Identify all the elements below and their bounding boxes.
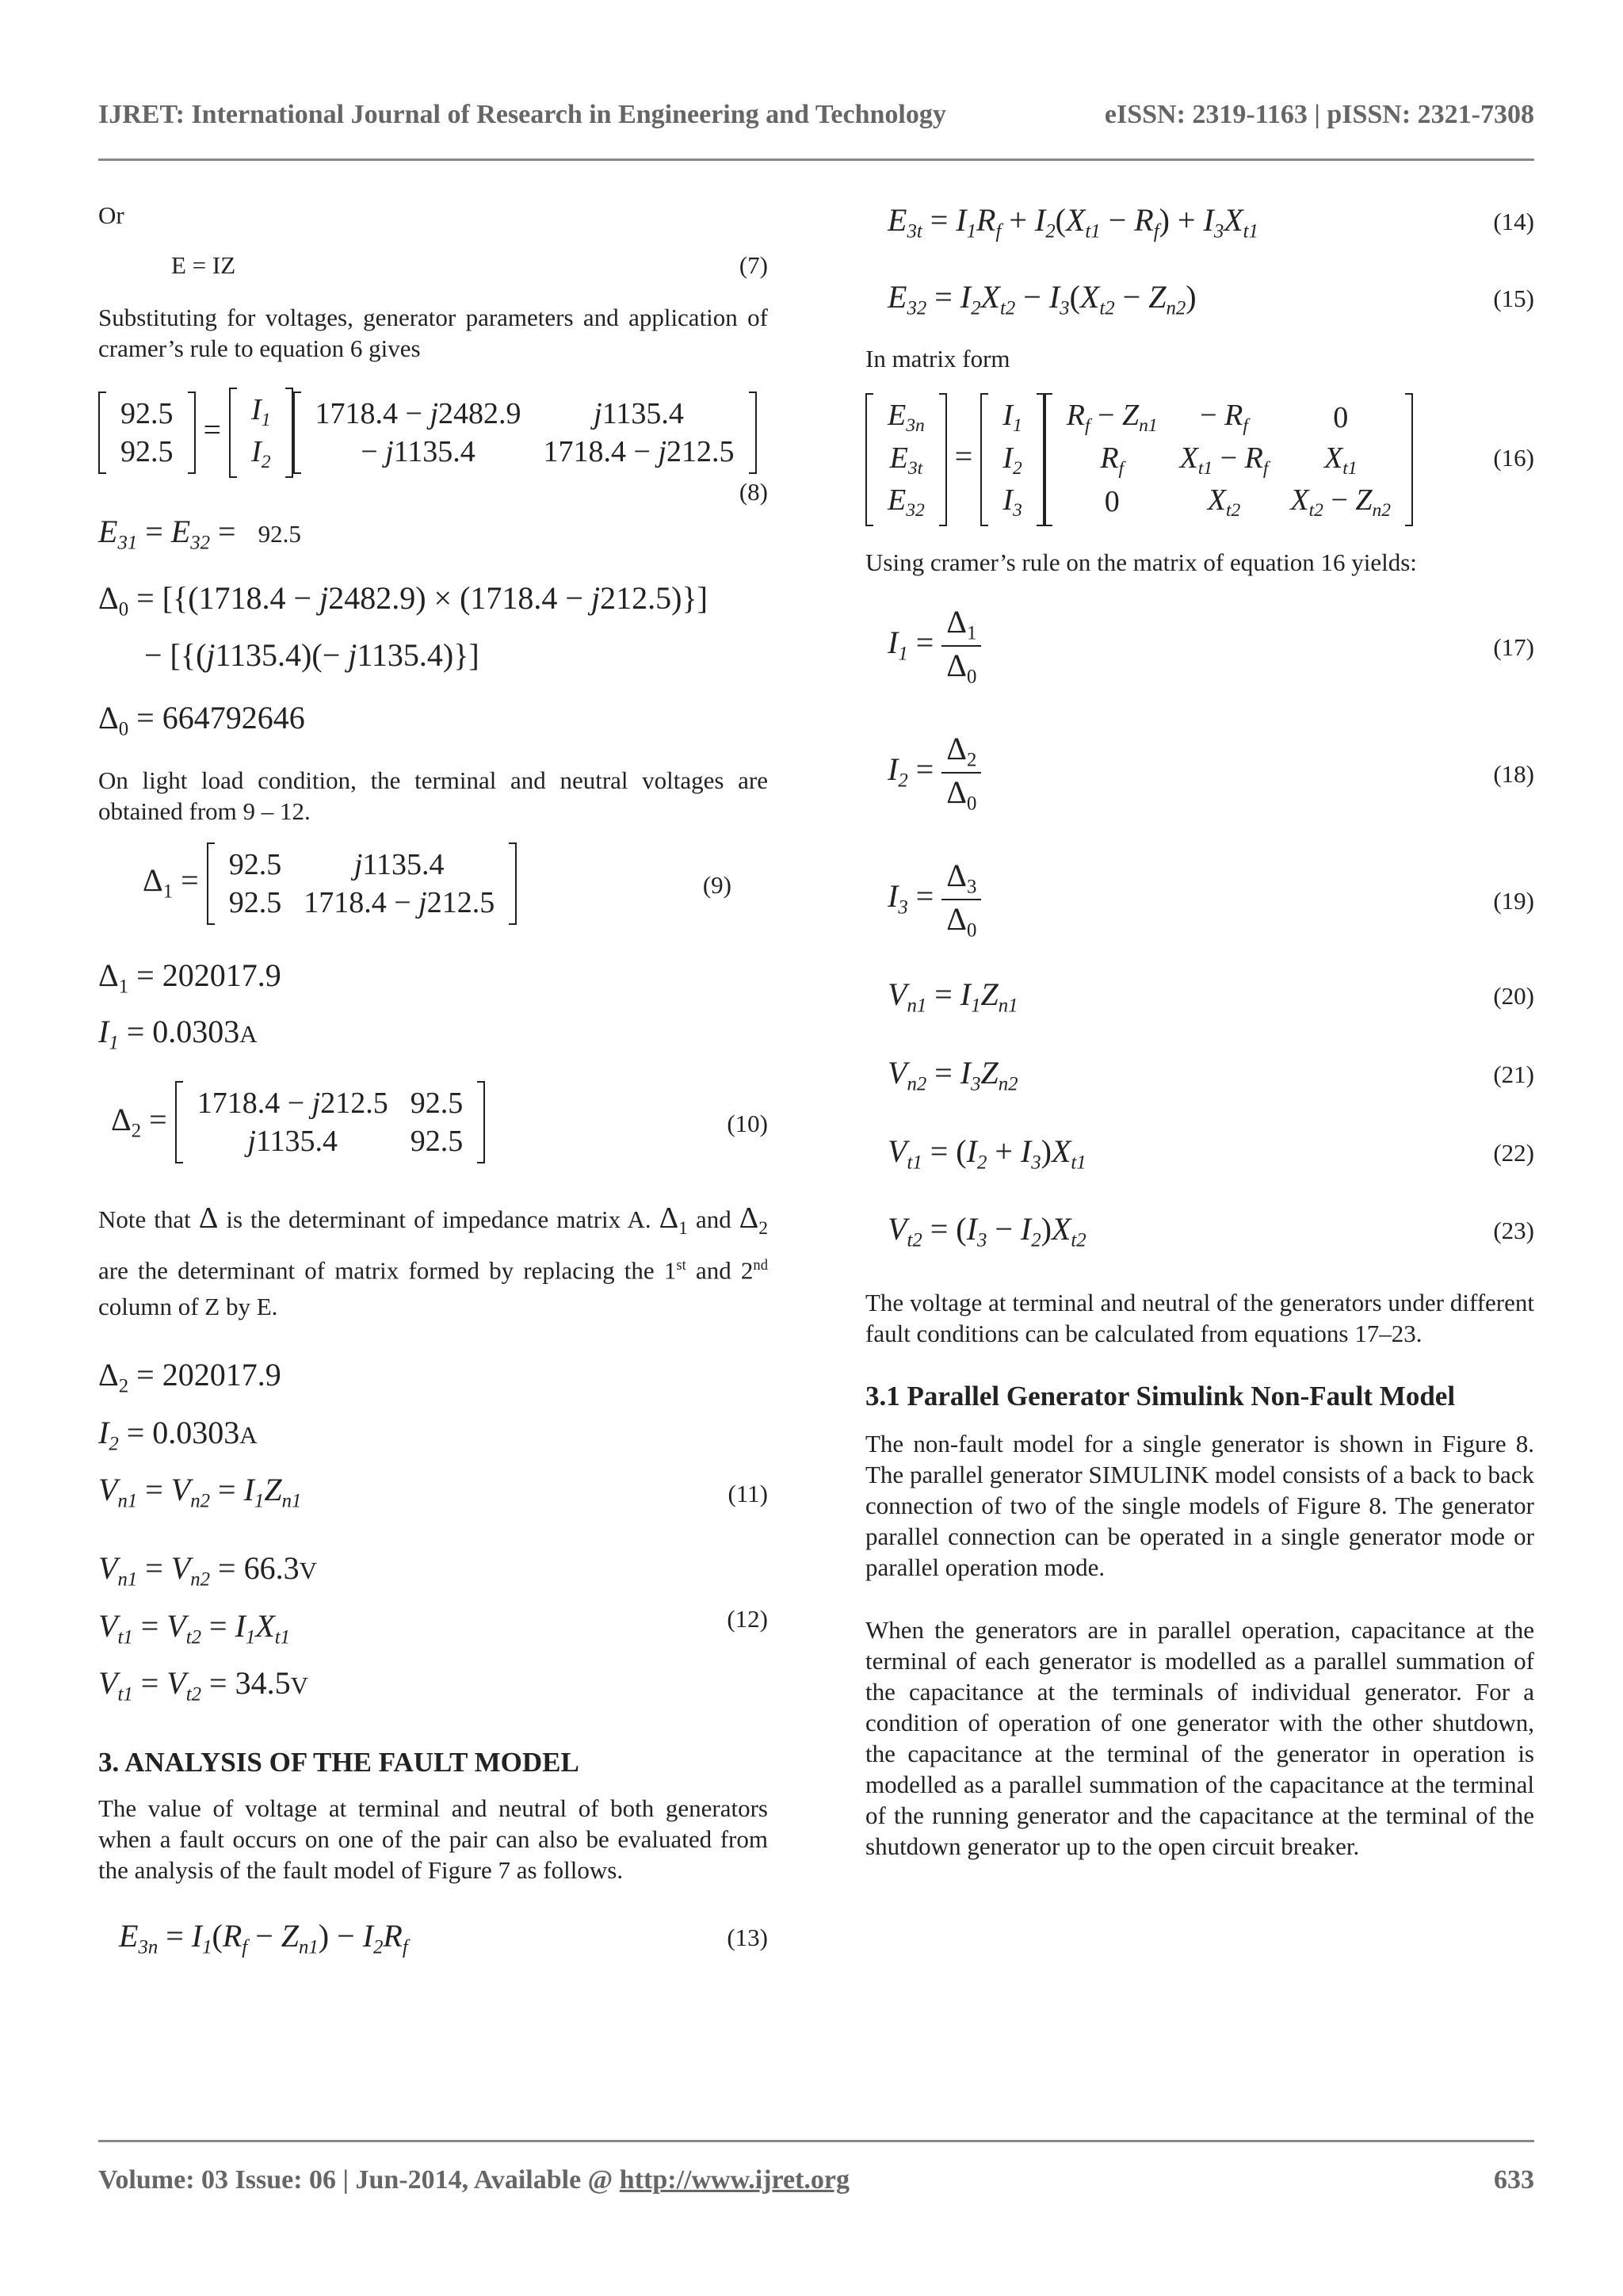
equation-17: $I_1$ = $\frac{\Delta_1}{\Delta_0}$ (17): [888, 604, 1534, 688]
volume-info: Volume: 03 Issue: 06 | Jun-2014, Available @: [98, 2165, 620, 2195]
or-text: Or: [98, 201, 124, 229]
equation-19: $I_3$ = $\frac{\Delta_3}{\Delta_0}$ (19): [888, 858, 1534, 942]
paragraph: The non-fault model for a single generator is shown in Figure 8. The parallel generator SIMULINK model consists of a back to back connection of two of the single models of Figure 8. The generator parallel connection can be operated in a single generator mode or parallel operation mode.: [865, 1430, 1534, 1582]
paragraph: When the generators are in parallel operation, capacitance at the terminal of each generator is modelled as a parallel summation of the capacitance at the terminals of individual generator. For a condition of operation of one generator with the other shutdown, the capacitance at the terminal of the generator in operation is modelled as a parallel summation of the capacitance at the terminal of the running generator and the capacitance at the terminal of the shutdown generator up to the open circuit breaker.: [865, 1616, 1534, 1861]
equation-15: $E_{32} = I_2X_{t2} - I_3(X_{t2} - Z_{n2})$ (15): [888, 278, 1534, 319]
page-footer: [98, 2165, 1534, 2195]
equation-16: $E_{3n}$ $E_{3t}$ $E_{32}$ = $I_1$ $I_2$ $I_3$ $R_f - Z_{n1}$ − $R_f$ 0 $R_f$ $X_{t1} - R_f$ $X_{t1}$ 0 $X_{t2}$ $X_{t2} - Z_{n2}$ (16): [865, 393, 1534, 536]
paragraph: The voltage at terminal and neutral of the generators under different fault conditions can be calculated from equations 17–23.: [865, 1289, 1534, 1348]
equation-10: $\Delta_2$ = 1718.4 − j212.5 92.5 j1135.4 92.5 (10): [98, 1081, 768, 1178]
page-number: 633: [1494, 2165, 1534, 2195]
delta0-expression: $\Delta_0 = [\{(1718.4 - j2482.9) \times (1718.4 - j212.5)\}]$ − [{(j1135.4)(− j1135.4)}]: [98, 579, 708, 674]
equation-7: E = IZ (7): [171, 251, 768, 279]
delta0-value: $\Delta_0 = 664792646$: [98, 700, 305, 741]
equation-22: $V_{t1} = (I_2 + I_3)X_{t1}$ (22): [888, 1133, 1534, 1174]
equation-23: $V_{t2} = (I_3 - I_2)X_{t2}$ (23): [888, 1211, 1534, 1252]
left-column: [98, 190, 768, 1959]
equation-8-number: (8): [739, 478, 768, 506]
section-heading: 3. ANALYSIS OF THE FAULT MODEL: [98, 1746, 579, 1778]
equation-20: $V_{n1} = I_1Z_{n1}$ (20): [888, 976, 1534, 1018]
paragraph: Substituting for voltages, generator parameters and application of cramer’s rule to equation 6 gives: [98, 304, 768, 362]
equation-9: $\Delta_1$ = 92.5 j1135.4 92.5 1718.4 − j212.5 (9): [98, 842, 768, 939]
equation-8: 92.5 92.5 = $I_1$ $I_2$ 1718.4 − j2482.9 j1135.4 − j1135.4 1718.4 − j212.5: [98, 388, 768, 491]
issn-label: eISSN: 2319-1163 | pISSN: 2321-7308: [1104, 100, 1534, 129]
equation-18: $I_2$ = $\frac{\Delta_2}{\Delta_0}$ (18): [888, 731, 1534, 815]
matrix-form-label: In matrix form: [865, 345, 1010, 373]
paragraph: On light load condition, the terminal and neutral voltages are obtained from 9 – 12.: [98, 766, 768, 826]
paragraph: Using cramer’s rule on the matrix of equation 16 yields:: [865, 548, 1417, 577]
equation-21: $V_{n2} = I_3Z_{n2}$ (21): [888, 1055, 1534, 1095]
equation-number: (7): [739, 251, 768, 279]
right-column: [865, 190, 1534, 1862]
delta1-i1-values: $\Delta_1 = 202017.9$ $I_1 = 0.0303A$: [98, 957, 281, 1054]
journal-link[interactable]: http://www.ijret.org: [619, 2165, 850, 2195]
header-rule: [98, 159, 1534, 161]
journal-title: IJRET: International Journal of Research in Engineering and Technology: [98, 100, 946, 129]
e31-equation: $E_{31} = E_{32} = 92.5$: [98, 514, 301, 554]
equation-13: $E_{3n} = I_1(R_f - Z_{n1}) - I_2R_f$ (13): [119, 1917, 768, 1958]
equation-14: $E_{3t} = I_1R_f + I_2(X_{t1} - R_f) + I_3X_{t1}$ (14): [888, 202, 1534, 243]
determinant-note: Note that Δ is the determinant of impedance matrix A. $\Delta_1$ and $\Delta_2$ are the determinant of matrix formed by replacing the 1st and 2nd column of Z by E.: [98, 1201, 769, 1320]
section-heading: 3.1 Parallel Generator Simulink Non-Fault Model: [865, 1381, 1456, 1412]
equation-11: $\Delta_2 = 202017.9$ $I_2 = 0.0303A$ $V_{n1} = V_{n2} = I_1Z_{n1}$ (11): [98, 1356, 768, 1512]
equation-12: $V_{n1} = V_{n2} = 66.3V$ $V_{t1} = V_{t2} = I_1X_{t1}$ $V_{t1} = V_{t2} = 34.5V$ (12): [98, 1549, 768, 1706]
footer-rule: [98, 2140, 1534, 2142]
paragraph: The value of voltage at terminal and neutral of both generators when a fault occurs on one of the pair can also be evaluated from the analysis of the fault model of Figure 7 as follows.: [98, 1794, 768, 1884]
